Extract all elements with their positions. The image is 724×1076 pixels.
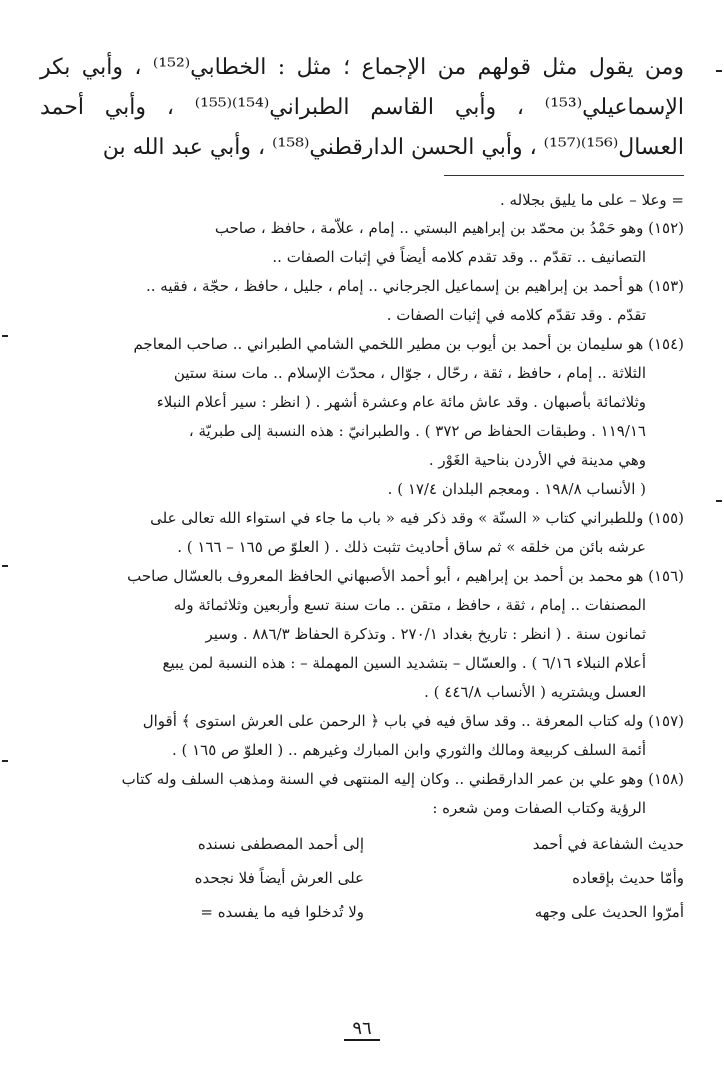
- main-text-line: ومن يقول مثل قولهم من الإجماع ؛ مثل : الخطابي⁽¹⁵²⁾ ، وأبي بكر: [40, 55, 685, 80]
- footnote-155: [40, 504, 684, 562]
- main-text-line: الإسماعيلي⁽¹⁵³⁾ ، وأبي القاسم الطبراني⁽¹⁵⁴⁾⁽¹⁵⁵⁾ ، وأبي أحمد: [40, 95, 684, 120]
- footnote-separator: [444, 175, 684, 176]
- footnote-158: [40, 765, 684, 823]
- poem-hemistich: أمرّوا الحديث على وجهه: [534, 903, 684, 921]
- footnote-156: [40, 562, 684, 707]
- footnote-line: الثلاثة .. إمام ، حافظ ، ثقة ، رحّال ، جوّال ، محدّث الإسلام .. مات سنة ستين: [173, 364, 646, 382]
- footnote-line: الرؤية وكتاب الصفات ومن شعره :: [432, 799, 646, 817]
- footnote-line: وهي مدينة في الأردن بناحية الغَوْر .: [428, 451, 646, 469]
- footnote-number: (١٥٥): [648, 509, 684, 527]
- footnote-153: [40, 272, 684, 330]
- footnote-line: ١١٩/١٦ . وطبقات الحفاظ ص ٣٧٢ ) . والطبرانيّ : هذه النسبة إلى طبريّة ،: [188, 422, 646, 440]
- footnote-line: هو محمد بن أحمد بن إبراهيم ، أبو أحمد الأصبهاني الحافظ المعروف بالعسّال صاحب: [127, 567, 644, 585]
- margin-mark: [2, 335, 8, 337]
- page-number: [0, 1018, 724, 1039]
- footnote-number: (١٥٨): [648, 770, 684, 788]
- footnote-line: وللطبراني كتاب « السنّة » وقد ذكر فيه « باب ما جاء في استواء الله تعالى على: [150, 509, 644, 527]
- footnote-line: وله كتاب المعرفة .. وقد ساق فيه في باب ﴿ الرحمن على العرش استوى ﴾ أقوال: [142, 712, 644, 730]
- footnote-154: [40, 330, 684, 504]
- margin-mark: [716, 70, 722, 72]
- footnote-number: (١٥٢): [648, 219, 684, 237]
- poem-verse: [40, 861, 684, 895]
- poem-verse: [40, 895, 684, 929]
- footnote-line: هو أحمد بن إبراهيم بن إسماعيل الجرجاني .. إمام ، جليل ، حافظ ، حجّة ، فقيه ..: [146, 277, 644, 295]
- poem-hemistich: على العرش أيضاً فلا نجحده: [194, 869, 364, 887]
- footnote-number: (١٥٤): [648, 335, 684, 353]
- footnote-line: العسل ويشتريه ( الأنساب ٤٤٦/٨ ) .: [424, 683, 646, 701]
- margin-mark: [2, 565, 8, 567]
- footnote-line: تقدّم . وقد تقدّم كلامه في إثبات الصفات .: [386, 306, 646, 324]
- footnotes: [40, 186, 684, 929]
- footnote-line: عرشه بائن من خلقه » ثم ساق أحاديث تثبت ذلك . ( العلوّ ص ١٦٥ – ١٦٦ ) .: [177, 538, 646, 556]
- footnote-157: [40, 707, 684, 765]
- footnote-line: ثمانون سنة . ( انظر : تاريخ بغداد ٢٧٠/١ . وتذكرة الحفاظ ٨٨٦/٣ . وسير: [205, 625, 646, 643]
- poem-hemistich: وأمّا حديث بإقعاده: [572, 869, 684, 887]
- footnote-number: (١٥٦): [648, 567, 684, 585]
- footnote-continuation: = وعلا – على ما يليق بجلاله .: [500, 191, 684, 209]
- poem-hemistich: حديث الشفاعة في أحمد: [532, 835, 684, 853]
- poem-verse: [40, 827, 684, 861]
- margin-mark: [2, 760, 8, 762]
- poem-hemistich: إلى أحمد المصطفى نسنده: [197, 835, 364, 853]
- page-number-text: ٩٦: [344, 1018, 379, 1041]
- main-text-line: العسال⁽¹⁵⁶⁾⁽¹⁵⁷⁾ ، وأبي الحسن الدارقطني⁽¹⁵⁸⁾ ، وأبي عبد الله بن: [102, 135, 684, 160]
- footnote-line: المصنفات .. إمام ، ثقة ، حافظ ، متقن .. مات سنة تسع وأربعين وثلاثمائة وله: [173, 596, 646, 614]
- footnote-number: (١٥٧): [648, 712, 684, 730]
- footnote-line: وهو علي بن عمر الدارقطني .. وكان إليه المنتهى في السنة ومذهب السلف وله كتاب: [121, 770, 644, 788]
- poem: [40, 827, 684, 929]
- footnote-line: أعلام النبلاء ٦/١٦ ) . والعسّال – بتشديد السين المهملة – : هذه النسبة لمن يبيع: [162, 654, 646, 672]
- footnote-152: [40, 214, 684, 272]
- footnote-line: هو سليمان بن أحمد بن أيوب بن مطير اللخمي الشامي الطبراني .. صاحب المعاجم: [133, 335, 644, 353]
- main-text: [40, 48, 684, 168]
- footnote-number: (١٥٣): [648, 277, 684, 295]
- footnote-line: أئمة السلف كربيعة ومالك والثوري وابن المبارك وغيرهم .. ( العلوّ ص ١٦٥ ) .: [171, 741, 646, 759]
- footnote-line: ( الأنساب ١٩٨/٨ . ومعجم البلدان ١٧/٤ ) .: [387, 480, 646, 498]
- poem-hemistich: ولا تُدخلوا فيه ما يفسده =: [200, 903, 364, 921]
- footnote-line: التصانيف .. تقدّم .. وقد تقدم كلامه أيضاً في إثبات الصفات ..: [272, 248, 646, 266]
- footnote-line: وثلاثمائة بأصبهان . وقد عاش مائة عام وعشرة أشهر . ( انظر : سير أعلام النبلاء: [156, 393, 646, 411]
- footnote-line: وهو حَمْدُ بن محمّد بن إبراهيم البستي .. إمام ، علاّمة ، حافظ ، صاحب: [214, 219, 644, 237]
- margin-mark: [716, 500, 722, 502]
